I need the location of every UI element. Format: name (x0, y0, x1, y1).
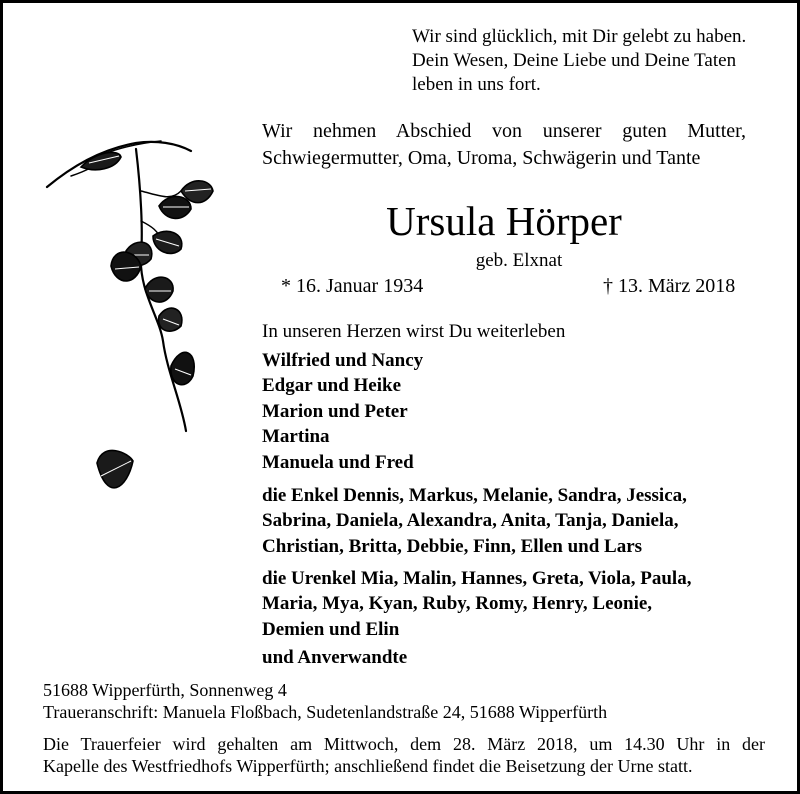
notice-line: Die Trauerfeier wird gehalten am Mittwoch, dem 28. März 2018, um 14.30 Uhr in der (43, 734, 765, 754)
grandchildren-list (262, 483, 762, 559)
family-member: Martina (262, 426, 330, 448)
verse-line: Wir sind glücklich, mit Dir gelebt zu haben. (412, 26, 747, 47)
family-member: Edgar und Heike (262, 375, 402, 397)
family-member: Wilfried und Nancy (262, 350, 424, 371)
family-member: Manuela und Fred (262, 451, 414, 473)
family-member: Marion und Peter (262, 400, 408, 422)
great-grandchildren-list (262, 566, 762, 642)
funeral-notice (43, 733, 765, 777)
family-children-list (262, 348, 423, 475)
verse-line: Dein Wesen, Deine Liebe und Deine Taten (412, 50, 737, 71)
memorial-motto: In unseren Herzen wirst Du weiterleben (262, 321, 566, 342)
verse-line: leben in uns fort. (412, 74, 541, 95)
relatives-line: und Anverwandte (262, 647, 408, 668)
grandchildren-line: Sabrina, Daniela, Alexandra, Anita, Tanja, Daniela, (262, 510, 679, 532)
intro-line: Wir nehmen Abschied von unserer guten Mutter, (262, 120, 746, 142)
leaf-branch-illustration (41, 131, 241, 531)
maiden-name: geb. Elxnat (475, 250, 563, 271)
memorial-verse (412, 25, 792, 97)
grandchildren-line: Christian, Britta, Debbie, Finn, Ellen und Lars (262, 535, 643, 557)
mourning-address: Traueranschrift: Manuela Floßbach, Sudetenlandstraße 24, 51688 Wipperfürth (43, 702, 608, 722)
address-block (43, 679, 607, 723)
home-address: 51688 Wipperfürth, Sonnenweg 4 (43, 680, 287, 700)
death-date: † 13. März 2018 (603, 275, 736, 297)
grandchildren-line: die Enkel Dennis, Markus, Melanie, Sandra, Jessica, (262, 485, 687, 506)
great-grandchildren-line: Demien und Elin (262, 618, 400, 640)
farewell-intro (262, 118, 746, 172)
notice-line: Kapelle des Westfriedhofs Wipperfürth; anschließend findet die Beisetzung der Urne statt. (43, 756, 693, 776)
deceased-name: Ursula Hörper (386, 198, 622, 244)
intro-line: Schwiegermutter, Oma, Uroma, Schwägerin und Tante (262, 147, 701, 169)
great-grandchildren-line: die Urenkel Mia, Malin, Hannes, Greta, Viola, Paula, (262, 568, 692, 589)
birth-date: * 16. Januar 1934 (281, 275, 424, 297)
great-grandchildren-line: Maria, Mya, Kyan, Ruby, Romy, Henry, Leonie, (262, 593, 653, 615)
